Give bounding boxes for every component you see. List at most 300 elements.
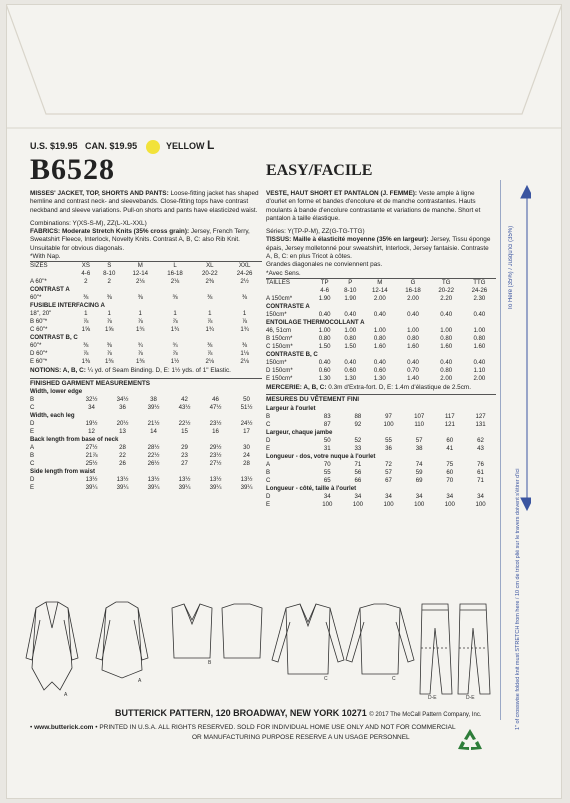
sketch-label-a-back: A: [138, 678, 142, 684]
table-cell: 52: [354, 436, 362, 444]
english-fabrics-text: Jersey, French Terry, Sweatshirt Fleece, Interlock, Novelty Knits. Contrast A, B, C: also Rib Knit.: [30, 228, 250, 244]
size-header-cell: TTG: [463, 278, 496, 287]
size-header-cell: XXL: [227, 262, 262, 271]
table-cell: 1.00: [440, 326, 453, 334]
size-number-cell: 20-22: [438, 286, 454, 294]
table-cell: 0.40: [473, 310, 486, 318]
size-number-cell: 8-10: [103, 270, 116, 278]
table-cell: 1: [107, 310, 111, 318]
row-label: C 60"*: [30, 326, 48, 334]
table-row: [266, 367, 496, 375]
table-cell: 97: [385, 412, 392, 420]
size-number-cell: 4-6: [320, 286, 330, 294]
table-row: [30, 396, 262, 404]
sketch-label-c: C: [324, 676, 328, 682]
table-cell: 69: [415, 476, 423, 484]
section-row: [30, 286, 262, 294]
table-cell: 46: [212, 395, 219, 403]
row-label: C: [30, 459, 35, 467]
table-cell: 1: [208, 310, 212, 318]
english-fabrics: [30, 228, 262, 245]
table-row: [30, 444, 262, 452]
yellow-dot-icon: [146, 140, 160, 154]
table-cell: 72: [385, 460, 392, 468]
size-header-cell: SIZES: [30, 262, 76, 271]
row-label: 60"*: [30, 342, 42, 350]
table-cell: 83: [323, 412, 331, 420]
table-cell: 1.00: [473, 326, 486, 334]
row-label: E: [266, 444, 271, 452]
english-yardage-table: [30, 261, 262, 366]
size-number-cell: 16-18: [167, 270, 183, 278]
table-cell: 100: [475, 500, 486, 508]
table-cell: 62: [477, 436, 484, 444]
table-cell: 1: [84, 310, 88, 318]
table-cell: 56: [354, 468, 362, 476]
sketch-label-b: B: [208, 660, 212, 666]
size-header-cell: XS: [76, 262, 96, 271]
table-cell: 39¼: [116, 483, 129, 491]
price-line: [30, 138, 214, 154]
table-cell: 22½: [147, 451, 160, 459]
table-cell: ⅞: [137, 318, 143, 326]
table-cell: ⅞: [172, 318, 178, 326]
size-number-cell: [266, 287, 312, 295]
table-cell: 70: [323, 460, 331, 468]
price-color: YELLOW: [165, 141, 205, 151]
table-cell: 1.60: [440, 342, 453, 350]
table-row: [30, 484, 262, 492]
table-cell: 21½: [147, 419, 160, 427]
table-row: [266, 445, 496, 453]
table-cell: 34: [446, 492, 454, 500]
section-label: Side length from waist: [30, 467, 96, 475]
table-cell: ⅜: [137, 294, 143, 302]
table-cell: 43½: [178, 403, 191, 411]
table-cell: 39¼: [178, 483, 191, 491]
table-cell: ⅞: [83, 350, 89, 358]
table-cell: 1.90: [344, 294, 357, 302]
table-row: [266, 421, 496, 429]
table-cell: 42: [181, 395, 188, 403]
row-label: C: [266, 476, 271, 484]
table-cell: ⅞: [172, 350, 178, 358]
section-row: [266, 429, 496, 437]
sketch-top-c-back: [346, 604, 414, 674]
table-row: [266, 327, 496, 335]
table-cell: 22: [119, 451, 126, 459]
english-nap: *With Nap.: [30, 253, 61, 261]
table-cell: 1.90: [318, 294, 331, 302]
table-cell: ⅜: [83, 294, 89, 302]
row-label: D: [266, 436, 271, 444]
sketch-label-de: D-E: [428, 695, 437, 700]
row-label: E 150cm*: [266, 374, 293, 382]
row-label: D: [30, 475, 35, 483]
row-label: D 150cm*: [266, 366, 293, 374]
size-header-cell: XL: [192, 262, 227, 271]
french-title: VESTE, HAUT SHORT ET PANTALON (J. FEMME):: [266, 190, 418, 197]
table-cell: ⅞: [106, 318, 112, 326]
section-row: [30, 388, 262, 396]
table-cell: 39¼: [147, 483, 160, 491]
size-header-cell: TG: [430, 278, 463, 287]
table-cell: 61: [477, 468, 484, 476]
sketch-jacket-front: [26, 602, 78, 690]
row-label: E: [30, 427, 35, 435]
row-label: C 150cm*: [266, 342, 293, 350]
section-row: [266, 453, 496, 461]
table-cell: 2⅜: [205, 278, 215, 286]
table-cell: 1⅜: [105, 358, 114, 366]
english-notions-text: ¼ yd. of Seam Binding. D, E: 1½ yds. of 1" Elastic.: [87, 367, 231, 375]
footer-printed-line2: OR MANUFACTURING PURPOSE RESERVE A UN USAGE PERSONNEL: [192, 734, 410, 741]
table-cell: 39½: [147, 403, 160, 411]
table-cell: 21⅞: [85, 451, 98, 459]
table-cell: 16: [212, 427, 219, 435]
row-label: 150cm*: [266, 310, 287, 318]
table-cell: 76: [477, 460, 484, 468]
table-row: [30, 404, 262, 412]
section-label: Back length from base of neck: [30, 435, 119, 443]
table-cell: 32½: [85, 395, 98, 403]
table-cell: 36: [385, 444, 392, 452]
row-label: D: [266, 492, 271, 500]
row-label: D 60"*: [30, 350, 48, 358]
table-cell: 0.40: [440, 358, 453, 366]
table-row: [30, 460, 262, 468]
table-cell: ⅞: [137, 350, 143, 358]
table-cell: 100: [444, 500, 455, 508]
row-label: E: [30, 483, 35, 491]
row-label: B 60"*: [30, 318, 48, 326]
table-cell: 1.00: [318, 326, 331, 334]
table-cell: 57: [385, 468, 392, 476]
table-cell: 1.30: [373, 374, 386, 382]
table-cell: 15: [181, 427, 188, 435]
table-cell: 34: [88, 403, 95, 411]
table-row: [266, 469, 496, 477]
difficulty-label: EASY/FACILE: [266, 162, 373, 179]
table-cell: 1: [173, 310, 177, 318]
table-cell: 0.40: [440, 310, 453, 318]
table-cell: 13½: [85, 475, 98, 483]
table-cell: 1⅝: [81, 326, 91, 334]
size-header-cell: S: [96, 262, 123, 271]
table-cell: 1.60: [373, 342, 386, 350]
table-cell: 0.40: [318, 310, 331, 318]
table-cell: 100: [322, 500, 333, 508]
section-row: [30, 468, 262, 476]
section-label: Width, each leg: [30, 411, 75, 419]
table-cell: 1⅜: [135, 358, 145, 366]
table-cell: 1.40: [407, 374, 419, 382]
recycle-icon: [457, 728, 483, 752]
table-cell: 0.40: [373, 310, 386, 318]
french-measure-title: MESURES DU VÊTEMENT FINI: [266, 394, 496, 404]
section-label: Longueur - dos, votre nuque à l'ourlet: [266, 452, 376, 460]
french-measurements-table: [266, 405, 496, 509]
footer-website[interactable]: www.butterick.com: [34, 724, 94, 731]
table-cell: 1.30: [318, 374, 331, 382]
table-cell: 100: [383, 500, 394, 508]
table-cell: 87: [323, 420, 331, 428]
size-number-cell: 24-26: [471, 286, 488, 294]
table-row: [30, 278, 262, 286]
table-cell: 107: [414, 412, 425, 420]
table-cell: 31: [323, 444, 331, 452]
table-cell: 2.00: [373, 294, 386, 302]
table-cell: ¾: [172, 342, 178, 350]
table-cell: 38: [150, 395, 157, 403]
row-label: A: [266, 460, 271, 468]
table-cell: 0.80: [473, 334, 486, 342]
table-cell: ⅜: [106, 342, 112, 350]
french-notions-label: MERCERIE: A, B, C:: [266, 383, 327, 391]
sizes-header-row: [266, 278, 496, 287]
table-cell: 25½: [85, 459, 98, 467]
size-header-cell: G: [396, 278, 429, 287]
row-label: B: [266, 412, 271, 420]
table-cell: 28: [243, 459, 250, 467]
section-row: [30, 302, 262, 310]
table-cell: 0.40: [407, 358, 419, 366]
section-label: CONTRASTE B, C: [266, 350, 318, 358]
footer-company-name: BUTTERICK PATTERN, 120 BROADWAY, NEW YORK 10271: [115, 708, 367, 718]
table-cell: 1.00: [344, 326, 357, 334]
table-cell: 88: [354, 412, 362, 420]
section-label: Largeur, chaque jambe: [266, 428, 333, 436]
size-header-cell: TP: [312, 278, 337, 287]
table-cell: 51½: [240, 403, 253, 411]
size-header-cell: L: [158, 262, 193, 271]
section-label: Width, lower edge: [30, 387, 83, 395]
section-label: CONTRAST A: [30, 286, 70, 294]
table-cell: 1½: [170, 358, 180, 366]
table-row: [30, 420, 262, 428]
table-cell: 100: [414, 500, 425, 508]
table-cell: 2⅛: [135, 278, 145, 286]
table-cell: 121: [444, 420, 455, 428]
table-cell: ⅞: [83, 318, 89, 326]
table-cell: 19½: [85, 419, 98, 427]
table-cell: 92: [354, 420, 362, 428]
english-measure-title: FINISHED GARMENT MEASUREMENTS: [30, 378, 262, 388]
row-label: 150cm*: [266, 358, 287, 366]
section-label: Longueur - côté, taille à l'ourlet: [266, 484, 357, 492]
english-desc-text: Loose-fitting jacket has shaped hemline and contrast neck- and sleevebands. Close-fitting tops have contrast neckband and sleeve variations. Pull-on shorts and pants have elasticized waist.: [30, 190, 259, 214]
size-number-cell: [30, 270, 76, 278]
table-cell: 2.30: [473, 294, 486, 302]
table-cell: 1.50: [318, 342, 331, 350]
section-label: FUSIBLE INTERFACING A: [30, 302, 105, 310]
sketch-top-b-back: [222, 604, 262, 658]
table-cell: 43: [477, 444, 484, 452]
table-cell: 60: [446, 468, 454, 476]
size-number-cell: 12-14: [372, 286, 388, 294]
table-cell: ⅜: [106, 294, 112, 302]
size-header-cell: M: [123, 262, 158, 271]
table-cell: ⅞: [207, 350, 213, 358]
table-cell: ⅞: [106, 350, 112, 358]
row-label: B: [266, 468, 271, 476]
technical-sketches: [24, 598, 494, 700]
table-cell: 0.80: [440, 366, 453, 374]
table-cell: 1¾: [170, 326, 180, 334]
table-cell: 50: [323, 436, 331, 444]
french-fabrics-label: TISSUS: Maille à élasticité moyenne (35% en largeur):: [266, 236, 429, 244]
table-cell: 75: [446, 460, 454, 468]
table-cell: 2: [84, 278, 88, 286]
table-row: [266, 493, 496, 501]
table-cell: 1.60: [473, 342, 486, 350]
row-label: 60"*: [30, 294, 42, 302]
french-desc-text: Veste ample à ligne d'ourlet en forme et bandes d'encolure et de manche contrastantes. Hauts moulants à bande d'encolure contrastante et variations de manche. Short et pantalon à taille élastique.: [266, 190, 481, 222]
table-cell: 131: [475, 420, 486, 428]
french-yardage-table: [266, 278, 496, 383]
table-row: [30, 342, 262, 350]
table-cell: 0.60: [344, 366, 357, 374]
row-label: 46, 51cm: [266, 326, 292, 334]
sketch-label-c-back: C: [392, 676, 396, 682]
row-label: E: [266, 500, 271, 508]
table-cell: 2.00: [440, 374, 453, 382]
table-cell: 1.50: [344, 342, 357, 350]
sketch-top-c: [272, 604, 344, 674]
english-description: [30, 190, 262, 215]
section-row: [266, 485, 496, 493]
row-label: A: [30, 443, 35, 451]
table-cell: 13: [119, 427, 126, 435]
table-cell: ⅜: [242, 342, 248, 350]
envelope-flap: [6, 4, 562, 129]
sketch-pants-back: [458, 604, 490, 694]
section-row: [266, 351, 496, 359]
table-cell: ¾: [137, 342, 143, 350]
table-cell: 100: [383, 420, 394, 428]
table-row: [30, 326, 262, 334]
table-cell: 1¾: [205, 326, 215, 334]
table-cell: ⅞: [207, 318, 213, 326]
table-row: [266, 477, 496, 485]
table-cell: 57: [415, 436, 423, 444]
table-cell: 0.40: [373, 358, 386, 366]
table-cell: ⅜: [207, 294, 213, 302]
table-cell: 23½: [209, 451, 222, 459]
table-cell: 55: [323, 468, 331, 476]
table-cell: 1¾: [240, 326, 249, 334]
table-cell: 71: [477, 476, 484, 484]
table-cell: 47½: [209, 403, 222, 411]
table-row: [30, 358, 262, 366]
french-notions-text: 0.3m d'Extra-fort. D, E: 1.4m d'élastique de 2.5cm.: [328, 383, 472, 391]
table-cell: 0.40: [344, 310, 357, 318]
table-cell: 23½: [209, 419, 222, 427]
section-label: ENTOILAGE THERMOCOLLANT A: [266, 318, 365, 326]
size-number-cell: 4-6: [81, 270, 91, 278]
table-cell: 70: [446, 476, 454, 484]
french-unsuitable: Grandes diagonales ne conviennent pas.: [266, 261, 383, 269]
table-cell: 14: [150, 427, 157, 435]
table-cell: 12: [88, 427, 95, 435]
stretch-here-label: To Here (35%) / Jusqu'ici (35%): [508, 225, 514, 310]
table-row: [266, 335, 496, 343]
table-cell: 71: [354, 460, 362, 468]
table-cell: 0.40: [344, 358, 357, 366]
footer-printed: PRINTED IN U.S.A. ALL RIGHTS RESERVED. SOLD FOR INDIVIDUAL HOME USE ONLY AND NOT FOR COMMERCIAL: [99, 724, 456, 731]
table-cell: 100: [352, 500, 364, 508]
table-cell: 74: [415, 460, 423, 468]
table-cell: 1⅛: [240, 350, 249, 358]
size-number-cell: 20-22: [202, 270, 218, 278]
footer-company: [115, 708, 482, 718]
sketch-label-de-back: D-E: [466, 695, 475, 700]
table-row: [30, 294, 262, 302]
table-cell: 29½: [209, 443, 222, 451]
table-cell: 17: [243, 427, 250, 435]
section-label: CONTRASTE A: [266, 302, 310, 310]
table-cell: ⅜: [172, 294, 178, 302]
french-column: [266, 190, 496, 509]
table-cell: 2.00: [473, 374, 486, 382]
table-cell: 2.00: [407, 294, 419, 302]
size-number-cell: 16-18: [405, 286, 421, 294]
table-row: [266, 501, 496, 509]
table-cell: 50: [243, 395, 250, 403]
sketch-top-b: [172, 604, 212, 658]
table-cell: 2½: [240, 278, 249, 286]
size-number-cell: 8-10: [344, 286, 357, 294]
table-cell: 13½: [178, 475, 191, 483]
table-cell: 65: [323, 476, 331, 484]
row-label: B: [30, 395, 35, 403]
table-cell: 110: [414, 420, 425, 428]
table-cell: 33: [354, 444, 362, 452]
table-cell: 39¼: [209, 483, 222, 491]
table-cell: 127: [475, 412, 486, 420]
section-label: CONTRAST B, C: [30, 334, 78, 342]
table-cell: 2⅛: [205, 358, 215, 366]
table-cell: 34½: [116, 395, 129, 403]
table-cell: 27½: [85, 443, 98, 451]
table-cell: 28½: [147, 443, 160, 451]
table-cell: 67: [385, 476, 392, 484]
table-cell: 0.80: [407, 334, 419, 342]
row-label: A 60"*: [30, 278, 47, 286]
table-cell: 0.40: [473, 358, 486, 366]
section-row: [30, 436, 262, 444]
table-row: [266, 343, 496, 351]
english-unsuitable: Unsuitable for obvious diagonals.: [30, 244, 125, 252]
table-row: [266, 295, 496, 303]
table-cell: 30: [243, 443, 250, 451]
table-cell: 24: [243, 451, 250, 459]
table-cell: 13½: [147, 475, 160, 483]
table-cell: 34: [354, 492, 362, 500]
table-row: [30, 310, 262, 318]
price-can: CAN. $19.95: [85, 141, 138, 151]
english-measurements-table: [30, 388, 262, 492]
english-title: MISSES' JACKET, TOP, SHORTS AND PANTS:: [30, 190, 169, 197]
table-cell: 0.40: [407, 310, 419, 318]
section-row: [266, 319, 496, 327]
table-row: [266, 461, 496, 469]
section-label: Largeur à l'ourlet: [266, 404, 316, 412]
table-cell: 0.80: [373, 334, 386, 342]
table-cell: 0.80: [344, 334, 357, 342]
table-cell: 1.60: [407, 342, 419, 350]
table-cell: 1: [242, 310, 247, 318]
